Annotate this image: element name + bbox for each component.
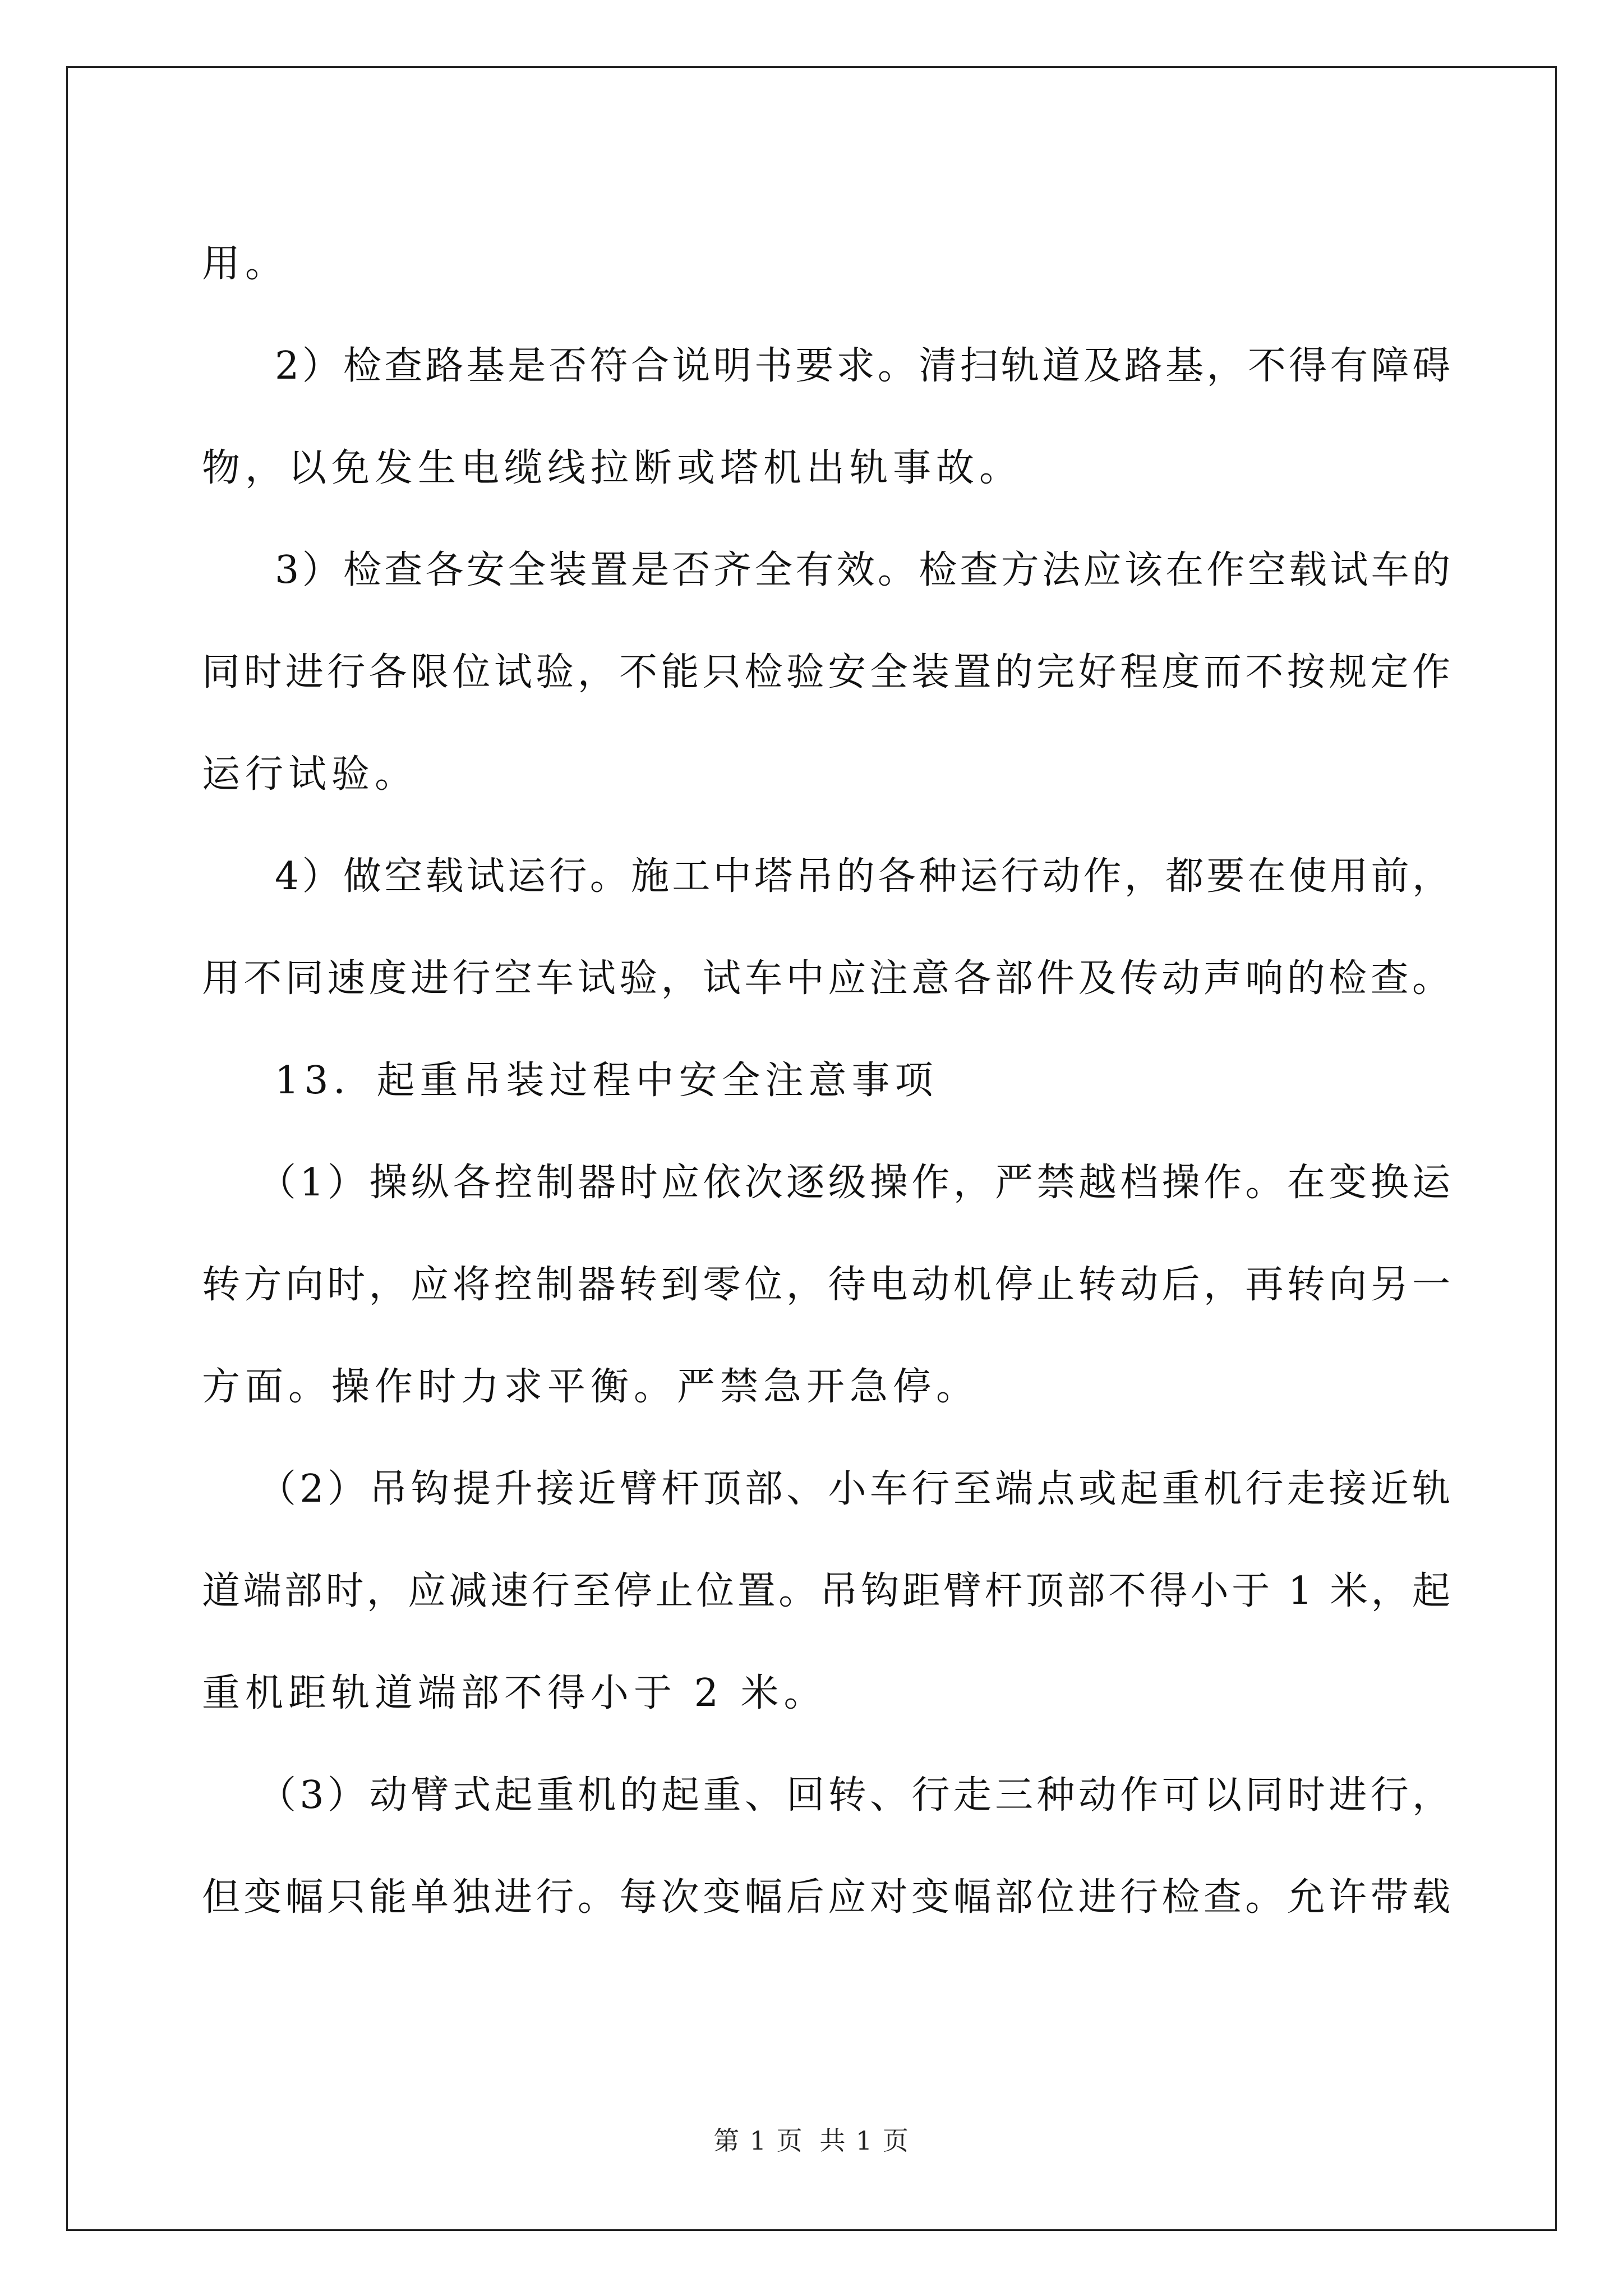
text-line: 重机距轨道端部不得小于 2 米。 xyxy=(202,1671,827,1715)
text-line: 物，以免发生电缆线拉断或塔机出轨事故。 xyxy=(202,446,1023,490)
document-body xyxy=(202,213,1453,1949)
text-line: 方面。操作时力求平衡。严禁急开急停。 xyxy=(202,1365,980,1409)
text-line: 用不同速度进行空车试验，试车中应注意各部件及传动声响的检查。 xyxy=(202,956,1453,1001)
text-line: 同时进行各限位试验，不能只检验安全装置的完好程度而不按规定作 xyxy=(202,650,1453,694)
page-number: 第 1 页 xyxy=(713,2125,804,2156)
text-line: 道端部时，应减速行至停止位置。吊钩距臂杆顶部不得小于 1 米，起 xyxy=(202,1569,1453,1613)
text-line: 用。 xyxy=(202,242,289,286)
text-line: 转方向时，应将控制器转到零位，待电动机停止转动后，再转向另一 xyxy=(202,1263,1453,1307)
paragraph-start-line: （3）动臂式起重机的起重、回转、行走三种动作可以同时进行， xyxy=(258,1773,1453,1818)
paragraph-start-line: 2）检查路基是否符合说明书要求。清扫轨道及路基，不得有障碍 xyxy=(275,344,1453,388)
text-line: 运行试验。 xyxy=(202,752,418,797)
paragraph-start-line: （2）吊钩提升接近臂杆顶部、小车行至端点或起重机行走接近轨 xyxy=(258,1467,1453,1511)
page-footer xyxy=(0,2120,1623,2157)
paragraph-start-line: （1）操纵各控制器时应依次逐级操作，严禁越档操作。在变换运 xyxy=(258,1161,1453,1205)
text-line: 但变幅只能单独进行。每次变幅后应对变幅部位进行检查。允许带载 xyxy=(202,1875,1453,1920)
page-total: 共 1 页 xyxy=(819,2125,910,2156)
paragraph-start-line: 4）做空载试运行。施工中塔吊的各种运行动作，都要在使用前， xyxy=(275,854,1453,899)
section-heading: 13．起重吊装过程中安全注意事项 xyxy=(275,1059,938,1103)
paragraph-start-line: 3）检查各安全装置是否齐全有效。检查方法应该在作空载试车的 xyxy=(275,548,1453,592)
